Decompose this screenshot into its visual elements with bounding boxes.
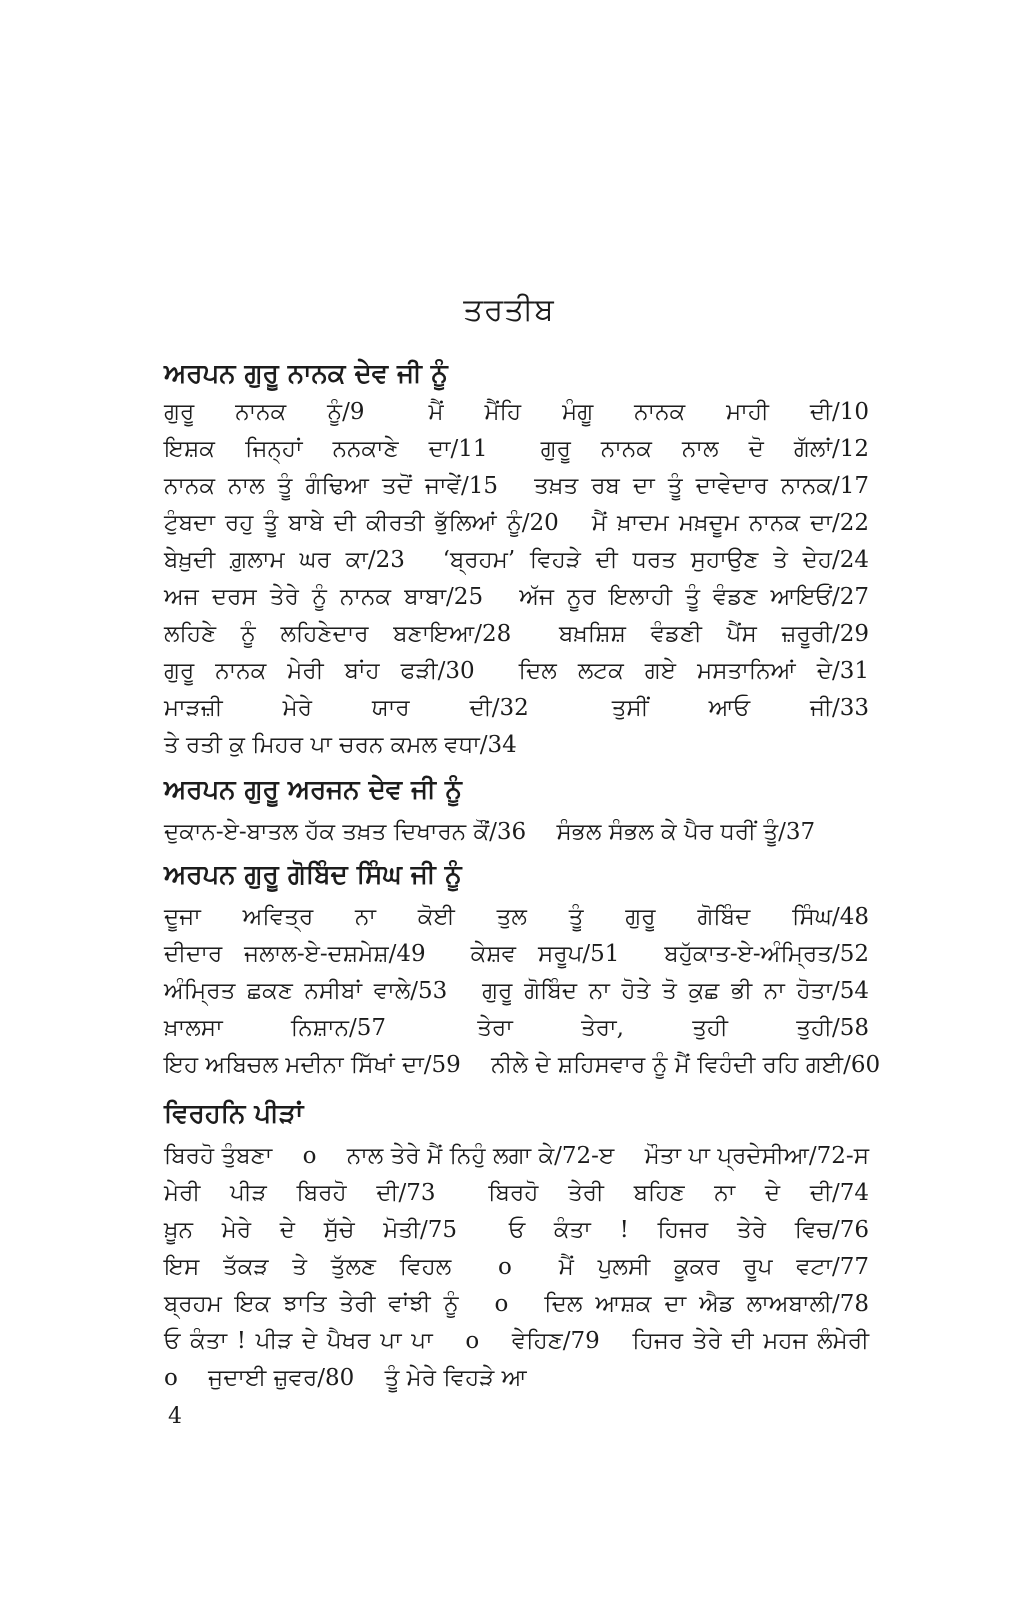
toc-entry: ਗੁਰੂ ਨਾਨਕ ਨਾਲ ਦੋ ਗੱਲਾਂ/12 <box>540 436 869 462</box>
toc-entry: ਨਾਨਕ ਨਾਲ ਤੂੰ ਗੰਢਿਆ ਤਦੋਂ ਜਾਵੇਂ/15 <box>164 473 499 499</box>
toc-entry: ਅਜ ਦਰਸ ਤੇਰੇ ਨੂੰ ਨਾਨਕ ਬਾਬਾ/25 <box>164 584 484 610</box>
toc-entry: ਓ ਕੰਤਾ ! ਹਿਜਰ ਤੇਰੇ ਵਿਚ/76 <box>508 1217 870 1243</box>
toc-entry: ਇਸ਼ਕ ਜਿਨ੍ਹਾਂ ਨਨਕਾਣੇ ਦਾ/11 <box>164 436 488 462</box>
toc-entry: ਬਿਰਹੋ ਤੇਰੀ ਬਹਿਣ ਨਾ ਦੇ ਦੀ/74 <box>488 1180 869 1206</box>
toc-entry: ਦੀਦਾਰ ਜਲਾਲ-ਏ-ਦਸ਼ਮੇਸ਼/49 <box>164 941 426 967</box>
toc-entry: ਬਹੁੱਕਾਤ-ਏ-ਅੰਮ੍ਰਿਤ/52 <box>664 941 870 967</box>
toc-entry: ਬ੍ਰਹਮ ਇਕ ਝਾਤਿ ਤੇਰੀ ਵਾਂਝੀ ਨੂੰ <box>164 1291 459 1317</box>
toc-entry: ਬਖ਼ਸ਼ਿਸ਼ ਵੰਡਣੀ ਪੈਂਸ ਜ਼ਰੂਰੀ/29 <box>558 621 869 647</box>
section-entries <box>164 394 892 764</box>
toc-entry: ਨਾਲ ਤੇਰੇ ਮੈਂ ਨਿਹੁੰ ਲਗਾ ਕੇ/72-ੲ <box>346 1143 615 1169</box>
toc-entry: ਓ ਕੰਤਾ ! ਪੀੜ ਦੇ ਪੈਖਰ ਪਾ ਪਾ <box>164 1328 433 1354</box>
toc-entry: ਦਿਲ ਆਸ਼ਕ ਦਾ ਐਡ ਲਾਅਬਾਲੀ/78 <box>544 1291 869 1317</box>
toc-section-guru-nanak <box>164 354 892 764</box>
toc-entry: ਹਿਜਰ ਤੇਰੇ ਦੀ ਮਹਜ ਲੰਮੇਰੀ <box>632 1328 869 1354</box>
toc-entry: ਵੇਹਿਣ/79 <box>511 1328 600 1354</box>
toc-entry: ਬਿਰਹੋ ਤੁੰਬਣਾ <box>164 1143 273 1169</box>
toc-entry: ਤੁਸੀਂ ਆਓ ਜੀ/33 <box>611 695 869 721</box>
toc-entry: ਕੇਸ਼ਵ ਸਰੂਪ/51 <box>470 941 620 967</box>
toc-entry: o <box>494 1291 509 1317</box>
toc-entry: ਦਿਲ ਲਟਕ ਗਏ ਮਸਤਾਨਿਆਂ ਦੇ/31 <box>518 658 869 684</box>
toc-entry: ਟੁੰਬਦਾ ਰਹੁ ਤੂੰ ਬਾਬੇ ਦੀ ਕੀਰਤੀ ਭੁੱਲਿਆਂ ਨੂੰ/20 <box>164 510 559 536</box>
toc-entry: ਜੁਦਾਈ ਜ਼ੁਵਰ/80 <box>208 1365 355 1391</box>
toc-entry: ਮੌਤਾ ਪਾ ਪ੍ਰਦੇਸੀਆ/72-ਸ <box>644 1143 870 1169</box>
toc-section-guru-gobind-singh <box>164 855 892 1084</box>
toc-entry: ਖ਼ੂਨ ਮੇਰੇ ਦੇ ਸੁੱਚੇ ਮੋਤੀ/75 <box>164 1217 458 1243</box>
toc-entry: ਅੰਮ੍ਰਿਤ ਛਕਣ ਨਸੀਬਾਂ ਵਾਲੇ/53 <box>164 978 448 1004</box>
toc-entry: o <box>302 1143 317 1169</box>
toc-entry: ਤੇ ਰਤੀ ਕੁ ਮਿਹਰ ਪਾ ਚਰਨ ਕਮਲ ਵਧਾ/34 <box>164 732 517 758</box>
toc-entry: ਇਸ ਤੱਕੜ ਤੇ ਤੁੱਲਣ ਵਿਹਲ <box>164 1254 452 1280</box>
toc-entry: ਮੈਂ ਪੁਲਸੀ ਕੂਕਰ ਰੂਪ ਵਟਾ/77 <box>558 1254 870 1280</box>
section-entries <box>164 814 892 851</box>
toc-entry: o <box>498 1254 512 1280</box>
toc-entry: ਤਖ਼ਤ ਰਬ ਦਾ ਤੂੰ ਦਾਵੇਦਾਰ ਨਾਨਕ/17 <box>534 473 869 499</box>
toc-entry: ਦੂਜਾ ਅਵਿਤ੍ਰ ਨਾ ਕੋਈ ਤੁਲ ਤੂੰ ਗੁਰੂ ਗੋਬਿੰਦ ਸਿੰਘ/48 <box>164 904 869 930</box>
section-entries <box>164 1138 892 1397</box>
section-heading: ਅਰਪਨ ਗੁਰੂ ਅਰਜਨ ਦੇਵ ਜੀ ਨੂੰ <box>164 775 462 805</box>
toc-entry: ਗੁਰੂ ਨਾਨਕ ਨੂੰ/9 <box>164 399 365 425</box>
page-title: ਤਰਤੀਬ <box>463 292 555 328</box>
section-heading: ਅਰਪਨ ਗੁਰੂ ਗੋਬਿੰਦ ਸਿੰਘ ਜੀ ਨੂੰ <box>164 860 462 890</box>
table-of-contents <box>164 354 892 1401</box>
toc-section-guru-arjan <box>164 770 892 851</box>
toc-entry: ਸੰਭਲ ਸੰਭਲ ਕੇ ਪੈਰ ਧਰੀਂ ਤੂੰ/37 <box>556 819 816 845</box>
toc-entry: ਮੈਂ ਮੈਂਹਿ ਮੰਗੂ ਨਾਨਕ ਮਾਹੀ ਦੀ/10 <box>428 399 869 425</box>
toc-entry: ਅੱਜ ਨੂਰ ਇਲਾਹੀ ਤੂੰ ਵੰਡਣ ਆਇਓਂ/27 <box>519 584 869 610</box>
toc-entry: ਗੁਰੂ ਗੋਬਿੰਦ ਨਾ ਹੋਤੇ ਤੋ ਕੁਛ ਭੀ ਨਾ ਹੋਤਾ/54 <box>482 978 869 1004</box>
page-number: 4 <box>168 1404 182 1429</box>
toc-entry: ਬੇਖ਼ੁਦੀ ਗ਼ੁਲਾਮ ਘਰ ਕਾ/23 <box>164 547 405 573</box>
toc-entry: ਇਹ ਅਬਿਚਲ ਮਦੀਨਾ ਸਿੱਖਾਂ ਦਾ/59 <box>164 1052 461 1078</box>
toc-entry: ਨੀਲੇ ਦੇ ਸ਼ਹਿਸਵਾਰ ਨੂੰ ਮੈਂ ਵਿਹੰਦੀ ਰਹਿ ਗਈ/60 <box>491 1052 881 1078</box>
toc-entry: ਗੁਰੂ ਨਾਨਕ ਮੇਰੀ ਬਾਂਹ ਫੜੀ/30 <box>164 658 475 684</box>
toc-entry: ਤੇਰਾ ਤੇਰਾ, ਤੁਹੀ ਤੁਹੀ/58 <box>477 1015 870 1041</box>
toc-entry: ਮੇਰੀ ਪੀੜ ਬਿਰਹੋ ਦੀ/73 <box>164 1180 436 1206</box>
toc-entry: ਖ਼ਾਲਸਾ ਨਿਸ਼ਾਨ/57 <box>164 1015 386 1041</box>
toc-entry: ਦੁਕਾਨ-ਏ-ਬਾਤਲ ਹੱਕ ਤਖ਼ਤ ਦਿਖਾਰਨ ਕੌਂ/36 <box>164 819 527 845</box>
section-heading: ਅਰਪਨ ਗੁਰੂ ਨਾਨਕ ਦੇਵ ਜੀ ਨੂੰ <box>164 359 448 389</box>
toc-entry: o <box>465 1328 480 1354</box>
toc-entry: ਮੈਂ ਖ਼ਾਦਮ ਮਖ਼ਦੂਮ ਨਾਨਕ ਦਾ/22 <box>591 510 870 536</box>
toc-section-virhan-peeran <box>164 1094 892 1397</box>
section-entries <box>164 899 892 1084</box>
toc-entry: ਮਾੜਜ਼ੀ ਮੇਰੇ ਯਾਰ ਦੀ/32 <box>164 695 529 721</box>
toc-entry: o <box>164 1365 178 1391</box>
section-heading: ਵਿਰਹਨਿ ਪੀੜਾਂ <box>164 1099 304 1129</box>
toc-entry: ‘ਬ੍ਰਹਮ’ ਵਿਹੜੇ ਦੀ ਧਰਤ ਸੁਹਾਉਣ ਤੇ ਦੇਹ/24 <box>442 547 870 573</box>
toc-entry: ਤੂੰ ਮੇਰੇ ਵਿਹੜੇ ਆ <box>384 1365 527 1391</box>
toc-entry: ਲਹਿਣੇ ਨੂੰ ਲਹਿਣੇਦਾਰ ਬਣਾਇਆ/28 <box>164 621 512 647</box>
